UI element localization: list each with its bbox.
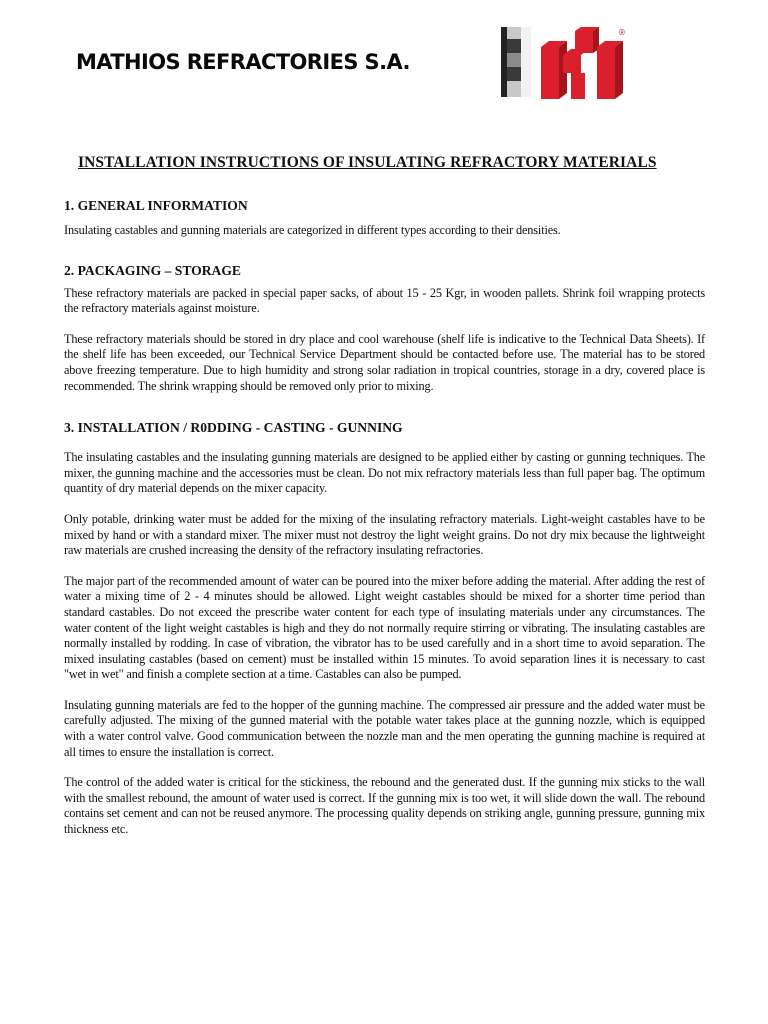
section-heading-installation: 3. INSTALLATION / R0DDING - CASTING - GUNNING — [64, 420, 403, 436]
section-heading-general-information: 1. GENERAL INFORMATION — [64, 198, 248, 213]
company-logo — [497, 25, 637, 101]
paragraph: These refractory materials should be stored in dry place and cool warehouse (shelf life is indicative to the Technical Data Sheets). If the shelf life has been exceeded, our Technical Service Department should be contacted before use. The material has to be stored above freezing temperature. Due to high humidity and strong solar radiation in tropical countries, storage in a dry, covered place is recommended. The shrink wrapping should be removed only prior to mixing. — [64, 331, 705, 393]
paragraph: The control of the added water is critical for the stickiness, the rebound and the generated dust. If the gunning mix sticks to the wall with the smallest rebound, the amount of water used is correct. If the gunning mix is too wet, it will slide down the wall. The rebound contains set cement and can not be reused anymore. The processing quality depends on striking angle, gunning pressure, gunning mix thickness etc. — [64, 775, 705, 837]
paragraph: These refractory materials are packed in special paper sacks, of about 15 - 25 Kgr, in wooden pallets. Shrink foil wrapping protects the refractory materials against moisture. — [64, 285, 705, 316]
logo-gray-blocks — [501, 27, 531, 97]
section-heading-packaging-storage: 2. PACKAGING – STORAGE — [64, 262, 241, 278]
document-body — [64, 154, 705, 838]
paragraph: Insulating gunning materials are fed to the hopper of the gunning machine. The compressed air pressure and the added water must be carefully adjusted. The mixing of the gunned material with the potable water takes place at the gunning nozzle, which is equipped with a water control valve. Good communication between the nozzle man and the men operating the gunning machine is required at all times to ensure the installation is correct. — [64, 697, 705, 759]
document-title: INSTALLATION INSTRUCTIONS OF INSULATING REFRACTORY MATERIALS — [78, 154, 657, 171]
paragraph: The insulating castables and the insulating gunning materials are designed to be applied either by casting or gunning techniques. The mixer, the gunning machine and the accessories must be clean. Do not mix refractory materials less than full paper bag. The optimum quantity of dry material depends on the mixer capacity. — [64, 450, 705, 496]
registered-mark: ® — [618, 28, 626, 37]
logo-red-m — [541, 27, 623, 99]
paragraph: Insulating castables and gunning materials are categorized in different types according to their densities. — [64, 223, 561, 237]
paragraph: Only potable, drinking water must be added for the mixing of the insulating refractory materials. Light-weight castables have to be mixed by hand or with a standard mixer. The mixer must not destroy the light weight grains. Do not dry mix because the lightweight raw materials are crushed increasing the density of the refractory insulating refractories. — [64, 511, 705, 558]
paragraph: The major part of the recommended amount of water can be poured into the mixer before adding the material. After adding the rest of water a mixing time of 2 - 4 minutes should be allowed. Light weight castables should be mixed for a shorter time period than standard castables. Do not exceed the prescribe water content for each type of insulating materials under any circumstances. The water content of the light weight castables is high and they do not normally require stirring or vibrating. The insulating castables are normally installed by rodding. In case of vibration, the vibrator has to be used carefully and in a short time to avoid separation. The mixed insulating castables (based on cement) must be installed within 15 minutes. To avoid separation lines it is necessary to cast "wet in wet" and finish a complete section at a time. Castables can also be pumped. — [64, 573, 705, 682]
company-name: MATHIOS REFRACTORIES S.A. — [76, 50, 410, 74]
